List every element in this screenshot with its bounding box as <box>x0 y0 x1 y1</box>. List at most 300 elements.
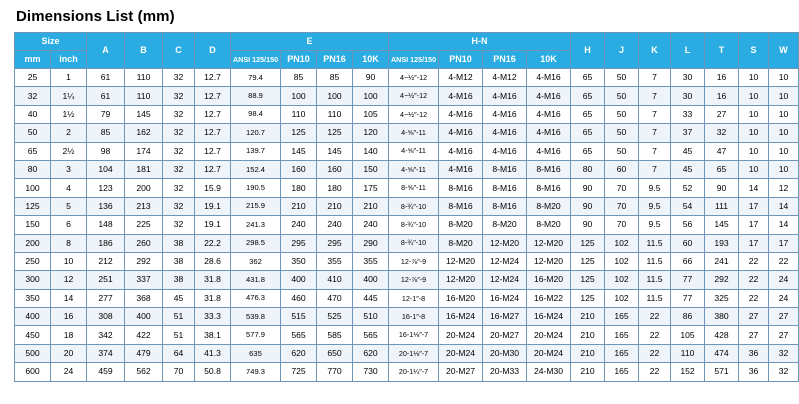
cell-t: 16 <box>705 87 739 105</box>
cell-w: 32 <box>769 363 799 381</box>
cell-hn-10k: 24-M30 <box>527 363 571 381</box>
cell-h: 210 <box>571 308 605 326</box>
cell-inch: 10 <box>51 252 87 270</box>
cell-t: 380 <box>705 308 739 326</box>
header-col-H: H <box>571 33 605 69</box>
cell-d: 12.7 <box>195 87 231 105</box>
cell-a: 85 <box>87 124 125 142</box>
cell-hn-pn10: 8-M20 <box>439 234 483 252</box>
cell-h: 125 <box>571 271 605 289</box>
cell-t: 32 <box>705 124 739 142</box>
cell-e-pn10: 725 <box>281 363 317 381</box>
cell-c: 70 <box>163 363 195 381</box>
cell-j: 50 <box>605 69 639 87</box>
cell-j: 70 <box>605 179 639 197</box>
cell-e-10k: 510 <box>353 308 389 326</box>
cell-j: 50 <box>605 142 639 160</box>
cell-hn-10k: 12-M20 <box>527 234 571 252</box>
cell-w: 10 <box>769 87 799 105</box>
cell-a: 136 <box>87 197 125 215</box>
cell-d: 12.7 <box>195 69 231 87</box>
table-row <box>15 234 799 252</box>
cell-e-pn16: 525 <box>317 308 353 326</box>
cell-hn-ansi: 16-1⅛″-7 <box>389 326 439 344</box>
cell-d: 31.8 <box>195 289 231 307</box>
cell-c: 32 <box>163 69 195 87</box>
cell-b: 110 <box>125 69 163 87</box>
cell-e-ansi: 241.3 <box>231 216 281 234</box>
cell-e-pn10: 210 <box>281 197 317 215</box>
cell-hn-ansi: 20-1⅛″-7 <box>389 344 439 362</box>
cell-k: 7 <box>639 69 671 87</box>
cell-hn-pn16: 4-M16 <box>483 124 527 142</box>
cell-hn-pn10: 4-M16 <box>439 87 483 105</box>
cell-hn-pn16: 4-M16 <box>483 142 527 160</box>
cell-hn-pn10: 12-M20 <box>439 271 483 289</box>
header-size-inch: inch <box>51 51 87 69</box>
cell-mm: 350 <box>15 289 51 307</box>
table-row <box>15 124 799 142</box>
cell-e-pn10: 295 <box>281 234 317 252</box>
table-row <box>15 197 799 215</box>
cell-c: 32 <box>163 216 195 234</box>
cell-e-pn16: 125 <box>317 124 353 142</box>
cell-e-10k: 90 <box>353 69 389 87</box>
cell-t: 193 <box>705 234 739 252</box>
cell-c: 45 <box>163 289 195 307</box>
cell-h: 210 <box>571 363 605 381</box>
cell-h: 125 <box>571 289 605 307</box>
cell-mm: 25 <box>15 69 51 87</box>
cell-hn-pn16: 16-M24 <box>483 289 527 307</box>
table-row <box>15 326 799 344</box>
cell-hn-ansi: 4−½″-12 <box>389 69 439 87</box>
table-row <box>15 179 799 197</box>
cell-b: 110 <box>125 87 163 105</box>
dimensions-table <box>14 32 799 382</box>
cell-s: 22 <box>739 289 769 307</box>
cell-hn-pn16: 4-M12 <box>483 69 527 87</box>
cell-l: 77 <box>671 289 705 307</box>
cell-l: 66 <box>671 252 705 270</box>
cell-hn-pn16: 4-M16 <box>483 87 527 105</box>
cell-d: 38.1 <box>195 326 231 344</box>
cell-hn-pn16: 20-M27 <box>483 326 527 344</box>
header-col-T: T <box>705 33 739 69</box>
cell-hn-10k: 8-M20 <box>527 216 571 234</box>
cell-d: 15.9 <box>195 179 231 197</box>
cell-b: 260 <box>125 234 163 252</box>
cell-hn-10k: 8-M20 <box>527 197 571 215</box>
cell-a: 459 <box>87 363 125 381</box>
cell-s: 22 <box>739 271 769 289</box>
cell-h: 65 <box>571 142 605 160</box>
cell-t: 145 <box>705 216 739 234</box>
table-head <box>15 33 799 69</box>
cell-hn-pn16: 12-M24 <box>483 271 527 289</box>
cell-e-10k: 565 <box>353 326 389 344</box>
cell-hn-pn16: 20-M33 <box>483 363 527 381</box>
cell-e-ansi: 362 <box>231 252 281 270</box>
cell-b: 368 <box>125 289 163 307</box>
cell-mm: 50 <box>15 124 51 142</box>
cell-e-ansi: 298.5 <box>231 234 281 252</box>
cell-l: 152 <box>671 363 705 381</box>
cell-t: 571 <box>705 363 739 381</box>
cell-mm: 80 <box>15 160 51 178</box>
cell-h: 210 <box>571 344 605 362</box>
cell-k: 7 <box>639 87 671 105</box>
cell-hn-10k: 8-M16 <box>527 160 571 178</box>
cell-inch: 14 <box>51 289 87 307</box>
cell-c: 32 <box>163 179 195 197</box>
cell-inch: 2½ <box>51 142 87 160</box>
cell-hn-ansi: 4-⅝″-11 <box>389 160 439 178</box>
cell-a: 98 <box>87 142 125 160</box>
cell-t: 90 <box>705 179 739 197</box>
cell-e-pn10: 145 <box>281 142 317 160</box>
cell-s: 10 <box>739 160 769 178</box>
cell-a: 123 <box>87 179 125 197</box>
cell-mm: 200 <box>15 234 51 252</box>
cell-a: 61 <box>87 87 125 105</box>
cell-mm: 450 <box>15 326 51 344</box>
cell-e-pn16: 85 <box>317 69 353 87</box>
cell-a: 61 <box>87 69 125 87</box>
cell-hn-ansi: 4-⅝″-11 <box>389 124 439 142</box>
cell-hn-pn16: 16-M27 <box>483 308 527 326</box>
cell-hn-10k: 4-M16 <box>527 105 571 123</box>
cell-l: 56 <box>671 216 705 234</box>
cell-e-ansi: 120.7 <box>231 124 281 142</box>
cell-a: 104 <box>87 160 125 178</box>
cell-mm: 500 <box>15 344 51 362</box>
cell-l: 45 <box>671 142 705 160</box>
cell-mm: 32 <box>15 87 51 105</box>
cell-j: 70 <box>605 197 639 215</box>
table-row <box>15 308 799 326</box>
cell-s: 14 <box>739 179 769 197</box>
cell-hn-pn10: 4-M16 <box>439 160 483 178</box>
header-col-W: W <box>769 33 799 69</box>
cell-hn-pn10: 4-M16 <box>439 105 483 123</box>
cell-e-10k: 175 <box>353 179 389 197</box>
cell-t: 27 <box>705 105 739 123</box>
cell-j: 50 <box>605 87 639 105</box>
cell-b: 174 <box>125 142 163 160</box>
cell-hn-10k: 20-M24 <box>527 326 571 344</box>
cell-t: 428 <box>705 326 739 344</box>
cell-w: 27 <box>769 326 799 344</box>
cell-k: 11.5 <box>639 252 671 270</box>
cell-l: 110 <box>671 344 705 362</box>
cell-h: 125 <box>571 234 605 252</box>
cell-hn-pn10: 16-M20 <box>439 289 483 307</box>
cell-s: 17 <box>739 216 769 234</box>
cell-j: 60 <box>605 160 639 178</box>
cell-b: 562 <box>125 363 163 381</box>
cell-e-ansi: 539.8 <box>231 308 281 326</box>
cell-a: 308 <box>87 308 125 326</box>
cell-s: 36 <box>739 363 769 381</box>
cell-hn-10k: 4-M16 <box>527 87 571 105</box>
cell-hn-10k: 20-M24 <box>527 344 571 362</box>
cell-j: 102 <box>605 252 639 270</box>
cell-hn-pn16: 8-M16 <box>483 197 527 215</box>
cell-hn-10k: 4-M16 <box>527 142 571 160</box>
cell-b: 213 <box>125 197 163 215</box>
cell-l: 52 <box>671 179 705 197</box>
cell-e-10k: 105 <box>353 105 389 123</box>
cell-mm: 150 <box>15 216 51 234</box>
cell-j: 70 <box>605 216 639 234</box>
cell-hn-ansi: 8-¾″-10 <box>389 234 439 252</box>
cell-a: 277 <box>87 289 125 307</box>
cell-mm: 600 <box>15 363 51 381</box>
cell-hn-pn10: 12-M20 <box>439 252 483 270</box>
cell-mm: 400 <box>15 308 51 326</box>
cell-e-10k: 355 <box>353 252 389 270</box>
cell-w: 24 <box>769 289 799 307</box>
cell-l: 60 <box>671 234 705 252</box>
cell-d: 19.1 <box>195 197 231 215</box>
cell-s: 10 <box>739 87 769 105</box>
cell-d: 12.7 <box>195 124 231 142</box>
cell-w: 27 <box>769 308 799 326</box>
cell-e-10k: 290 <box>353 234 389 252</box>
cell-hn-10k: 16-M20 <box>527 271 571 289</box>
cell-hn-ansi: 20-1¼″-7 <box>389 363 439 381</box>
cell-k: 7 <box>639 142 671 160</box>
table-body <box>15 69 799 382</box>
cell-t: 241 <box>705 252 739 270</box>
cell-d: 33.3 <box>195 308 231 326</box>
cell-h: 90 <box>571 216 605 234</box>
cell-hn-ansi: 4-⅝″-11 <box>389 142 439 160</box>
cell-hn-ansi: 4−½″-12 <box>389 87 439 105</box>
cell-l: 33 <box>671 105 705 123</box>
cell-e-ansi: 577.9 <box>231 326 281 344</box>
header-hn-pn10: PN10 <box>439 51 483 69</box>
cell-inch: 18 <box>51 326 87 344</box>
cell-s: 36 <box>739 344 769 362</box>
cell-hn-ansi: 12-⅞″-9 <box>389 271 439 289</box>
header-hn-10k: 10K <box>527 51 571 69</box>
cell-e-10k: 210 <box>353 197 389 215</box>
cell-k: 22 <box>639 326 671 344</box>
cell-inch: 6 <box>51 216 87 234</box>
cell-s: 10 <box>739 69 769 87</box>
cell-k: 11.5 <box>639 234 671 252</box>
cell-b: 200 <box>125 179 163 197</box>
cell-hn-ansi: 8-¾″-10 <box>389 197 439 215</box>
cell-j: 50 <box>605 105 639 123</box>
cell-w: 14 <box>769 216 799 234</box>
cell-e-pn10: 125 <box>281 124 317 142</box>
cell-e-pn16: 240 <box>317 216 353 234</box>
cell-a: 186 <box>87 234 125 252</box>
cell-s: 27 <box>739 326 769 344</box>
cell-c: 38 <box>163 234 195 252</box>
cell-t: 16 <box>705 69 739 87</box>
cell-e-pn10: 565 <box>281 326 317 344</box>
cell-mm: 250 <box>15 252 51 270</box>
cell-hn-pn16: 12-M20 <box>483 234 527 252</box>
cell-l: 30 <box>671 69 705 87</box>
cell-b: 292 <box>125 252 163 270</box>
cell-c: 32 <box>163 105 195 123</box>
cell-hn-ansi: 16-1″-8 <box>389 308 439 326</box>
cell-e-pn10: 100 <box>281 87 317 105</box>
header-e-ansi: ANSI 125/150 <box>231 51 281 69</box>
cell-w: 10 <box>769 124 799 142</box>
cell-b: 145 <box>125 105 163 123</box>
cell-k: 7 <box>639 105 671 123</box>
cell-e-pn16: 650 <box>317 344 353 362</box>
cell-mm: 300 <box>15 271 51 289</box>
cell-hn-pn16: 4-M16 <box>483 105 527 123</box>
cell-e-ansi: 431.8 <box>231 271 281 289</box>
table-row <box>15 216 799 234</box>
cell-w: 12 <box>769 179 799 197</box>
cell-c: 32 <box>163 197 195 215</box>
cell-l: 45 <box>671 160 705 178</box>
cell-e-pn16: 770 <box>317 363 353 381</box>
cell-b: 181 <box>125 160 163 178</box>
cell-t: 325 <box>705 289 739 307</box>
cell-e-ansi: 190.5 <box>231 179 281 197</box>
table-row <box>15 69 799 87</box>
cell-b: 422 <box>125 326 163 344</box>
cell-e-ansi: 749.3 <box>231 363 281 381</box>
cell-s: 10 <box>739 142 769 160</box>
cell-k: 22 <box>639 308 671 326</box>
cell-hn-pn10: 4-M12 <box>439 69 483 87</box>
cell-d: 28.6 <box>195 252 231 270</box>
cell-b: 337 <box>125 271 163 289</box>
header-hn-group: H-N <box>389 33 571 51</box>
cell-e-ansi: 139.7 <box>231 142 281 160</box>
cell-e-pn10: 110 <box>281 105 317 123</box>
cell-t: 111 <box>705 197 739 215</box>
cell-j: 102 <box>605 289 639 307</box>
cell-hn-pn10: 20-M24 <box>439 326 483 344</box>
cell-a: 374 <box>87 344 125 362</box>
cell-h: 65 <box>571 124 605 142</box>
cell-d: 12.7 <box>195 105 231 123</box>
cell-h: 90 <box>571 197 605 215</box>
cell-k: 9.5 <box>639 216 671 234</box>
cell-k: 9.5 <box>639 197 671 215</box>
cell-hn-ansi: 4−½″-12 <box>389 105 439 123</box>
cell-e-10k: 100 <box>353 87 389 105</box>
cell-inch: 16 <box>51 308 87 326</box>
cell-d: 22.2 <box>195 234 231 252</box>
table-row <box>15 252 799 270</box>
cell-e-pn16: 110 <box>317 105 353 123</box>
cell-e-10k: 140 <box>353 142 389 160</box>
cell-e-pn16: 210 <box>317 197 353 215</box>
cell-hn-pn10: 8-M20 <box>439 216 483 234</box>
cell-mm: 100 <box>15 179 51 197</box>
cell-hn-pn10: 4-M16 <box>439 142 483 160</box>
cell-hn-pn16: 12-M24 <box>483 252 527 270</box>
cell-mm: 65 <box>15 142 51 160</box>
cell-hn-10k: 12-M20 <box>527 252 571 270</box>
header-e-pn16: PN16 <box>317 51 353 69</box>
header-col-J: J <box>605 33 639 69</box>
table-row <box>15 289 799 307</box>
cell-c: 32 <box>163 160 195 178</box>
cell-j: 165 <box>605 308 639 326</box>
cell-hn-ansi: 8-¾″-10 <box>389 216 439 234</box>
cell-e-pn16: 145 <box>317 142 353 160</box>
cell-hn-pn16: 20-M30 <box>483 344 527 362</box>
cell-inch: 12 <box>51 271 87 289</box>
cell-e-pn16: 355 <box>317 252 353 270</box>
cell-s: 17 <box>739 197 769 215</box>
cell-e-10k: 120 <box>353 124 389 142</box>
cell-inch: 5 <box>51 197 87 215</box>
cell-h: 210 <box>571 326 605 344</box>
header-hn-pn16: PN16 <box>483 51 527 69</box>
cell-h: 90 <box>571 179 605 197</box>
cell-j: 50 <box>605 124 639 142</box>
cell-j: 102 <box>605 271 639 289</box>
cell-inch: 2 <box>51 124 87 142</box>
cell-e-pn10: 460 <box>281 289 317 307</box>
cell-l: 30 <box>671 87 705 105</box>
cell-e-10k: 445 <box>353 289 389 307</box>
cell-e-pn16: 160 <box>317 160 353 178</box>
cell-j: 165 <box>605 344 639 362</box>
header-col-K: K <box>639 33 671 69</box>
cell-d: 31.8 <box>195 271 231 289</box>
cell-mm: 125 <box>15 197 51 215</box>
cell-e-ansi: 152.4 <box>231 160 281 178</box>
cell-hn-pn16: 8-M20 <box>483 216 527 234</box>
cell-inch: 8 <box>51 234 87 252</box>
cell-k: 9.5 <box>639 179 671 197</box>
cell-hn-ansi: 12-⅞″-9 <box>389 252 439 270</box>
cell-t: 65 <box>705 160 739 178</box>
page-title: Dimensions List (mm) <box>16 8 175 25</box>
cell-e-ansi: 215.9 <box>231 197 281 215</box>
header-hn-ansi: ANSI 125/150 <box>389 51 439 69</box>
cell-inch: 4 <box>51 179 87 197</box>
cell-t: 47 <box>705 142 739 160</box>
cell-e-10k: 730 <box>353 363 389 381</box>
cell-h: 125 <box>571 252 605 270</box>
cell-e-pn10: 620 <box>281 344 317 362</box>
cell-inch: 20 <box>51 344 87 362</box>
cell-b: 225 <box>125 216 163 234</box>
cell-inch: 24 <box>51 363 87 381</box>
header-e-group: E <box>231 33 389 51</box>
cell-s: 10 <box>739 105 769 123</box>
cell-j: 165 <box>605 326 639 344</box>
cell-e-ansi: 88.9 <box>231 87 281 105</box>
cell-b: 479 <box>125 344 163 362</box>
cell-e-pn16: 180 <box>317 179 353 197</box>
cell-w: 10 <box>769 69 799 87</box>
cell-c: 32 <box>163 87 195 105</box>
cell-inch: 1¼ <box>51 87 87 105</box>
cell-w: 10 <box>769 105 799 123</box>
cell-e-pn10: 85 <box>281 69 317 87</box>
cell-hn-pn16: 8-M16 <box>483 179 527 197</box>
cell-hn-pn10: 16-M24 <box>439 308 483 326</box>
